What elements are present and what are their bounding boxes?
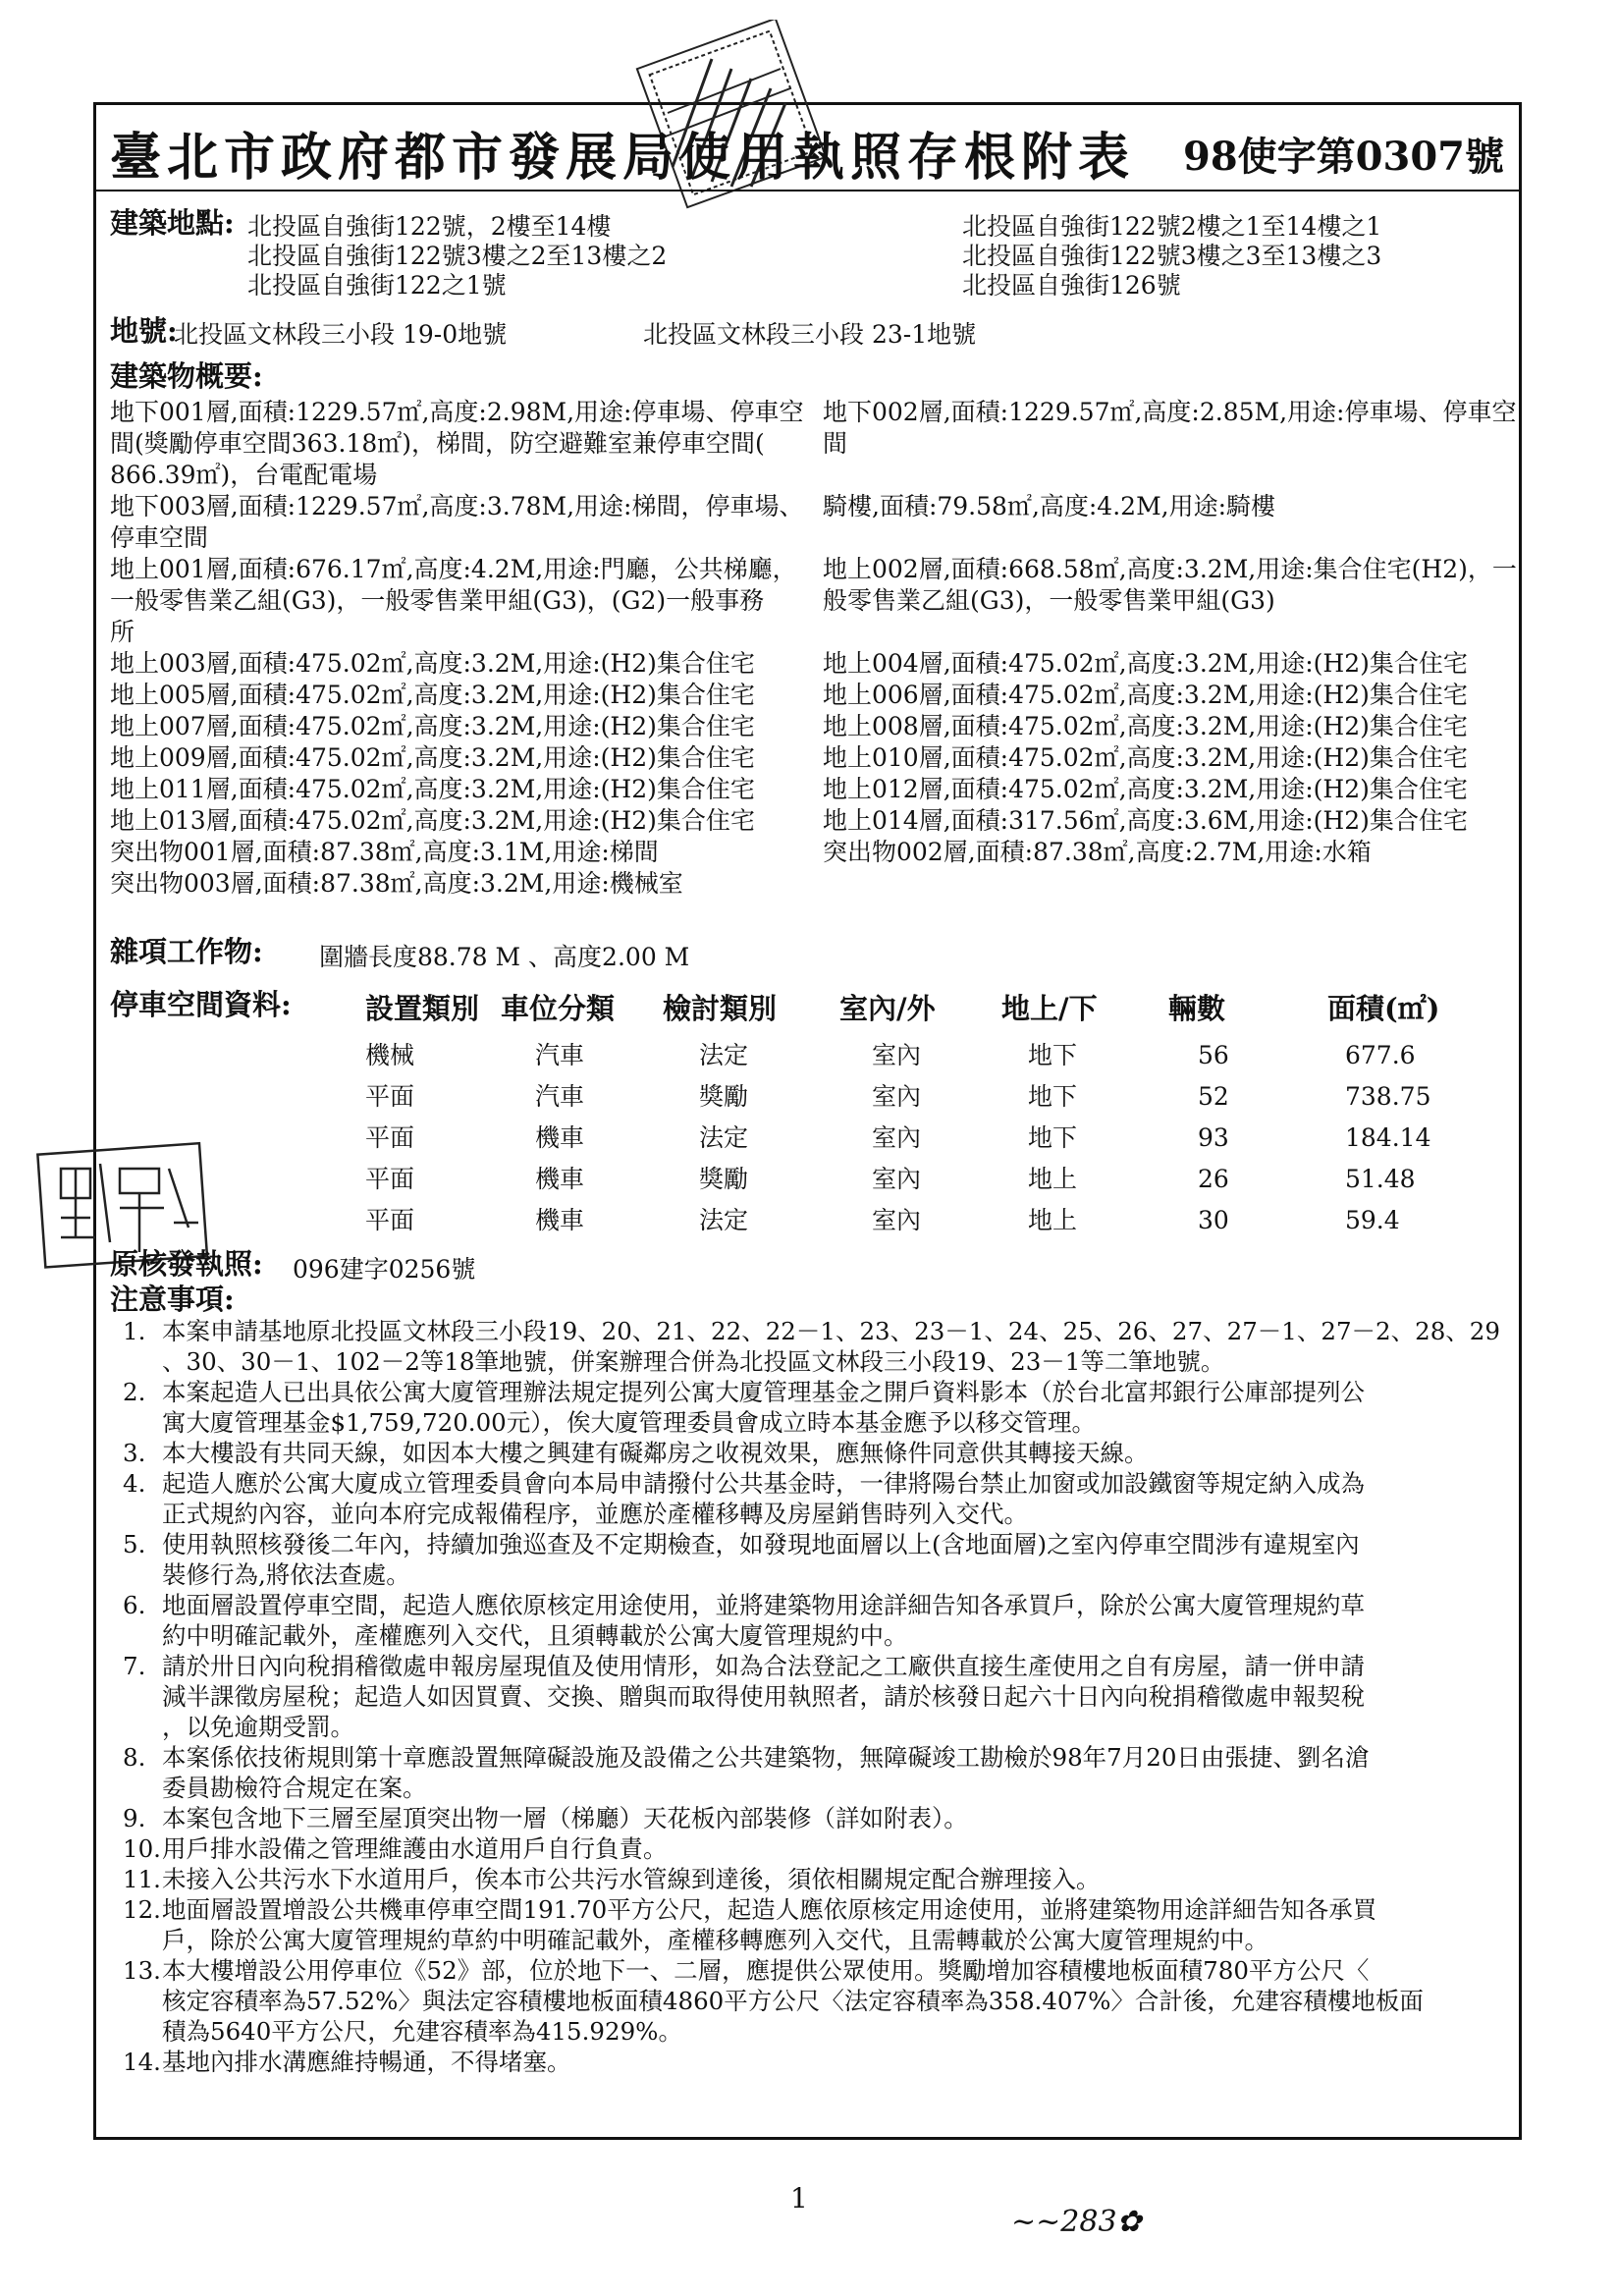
overview-left-line: 突出物001層,面積:87.38㎡,高度:3.1M,用途:梯間 — [110, 838, 659, 866]
parking-cell: 地下 — [1028, 1123, 1078, 1152]
overview-right-line: 地上010層,面積:475.02㎡,高度:3.2M,用途:(H2)集合住宅 — [823, 743, 1468, 772]
site-address-left-1: 北投區自強街122號，2樓至14樓 — [247, 212, 612, 241]
overview-right-line: 般零售業乙組(G3)，一般零售業甲組(G3) — [823, 586, 1275, 615]
note-line: 寓大廈管理基金$1,759,720.00元），俟大廈管理委員會成立時本基金應予以移交管理。 — [162, 1408, 1096, 1437]
note-line: 積為5640平方公尺，允建容積率為415.929%。 — [162, 2017, 682, 2046]
note-line: 本案申請基地原北投區文林段三小段19、20、21、22、22－1、23、23－1、24、25、26、27、27－1、27－2、28、29 — [162, 1317, 1500, 1345]
parking-header: 面積(㎡) — [1327, 992, 1440, 1025]
parking-cell: 汽車 — [535, 1041, 585, 1069]
note-item — [123, 1316, 1527, 1377]
note-line: 減半課徵房屋稅；起造人如因買賣、交換、贈與而取得使用執照者，請於核發日起六十日內向稅捐稽徵處申報契稅 — [162, 1682, 1365, 1711]
site-address-label: 建築地點: — [110, 206, 235, 240]
archive-number — [1011, 2205, 1142, 2239]
parking-cell: 52 — [1198, 1082, 1229, 1111]
overview-left-line: 間(獎勵停車空間363.18㎡)，梯間，防空避難室兼停車空間( — [110, 429, 765, 458]
overview-left-line: 停車空間 — [110, 523, 209, 552]
parking-cell: 室內 — [872, 1123, 922, 1152]
note-item — [123, 1955, 1527, 2047]
note-number: 9. — [123, 1804, 146, 1832]
land-lot-left: 北投區文林段三小段 19-0地號 — [174, 320, 508, 349]
note-line: 本大樓設有共同天線，如因本大樓之興建有礙鄰房之收視效果，應無條件同意供其轉接天線。 — [162, 1439, 1149, 1467]
note-item — [123, 1864, 1527, 1894]
parking-cell: 獎勵 — [699, 1165, 749, 1193]
archive-ornament-right: ✿ — [1116, 2205, 1142, 2239]
parking-header: 設置類別 — [365, 992, 480, 1025]
overview-right-line: 地上004層,面積:475.02㎡,高度:3.2M,用途:(H2)集合住宅 — [823, 649, 1468, 678]
overview-right-line: 突出物002層,面積:87.38㎡,高度:2.7M,用途:水箱 — [823, 838, 1372, 866]
parking-cell: 機車 — [535, 1206, 585, 1234]
overview-left-line: 地上001層,面積:676.17㎡,高度:4.2M,用途:門廳，公共梯廳， — [110, 555, 797, 583]
note-item — [123, 1742, 1527, 1803]
note-line: 本大樓增設公用停車位《52》部，位於地下一、二層，應提供公眾使用。獎勵增加容積樓地板面積780平方公尺〈 — [162, 1956, 1370, 1985]
page-number: 1 — [790, 2182, 808, 2214]
overview-left-line: 突出物003層,面積:87.38㎡,高度:3.2M,用途:機械室 — [110, 869, 683, 898]
parking-cell: 地下 — [1028, 1082, 1078, 1111]
note-number: 2. — [123, 1378, 146, 1406]
overview-right-line — [823, 460, 1517, 491]
overview-right-line: 間 — [823, 429, 848, 458]
document-title: 臺北市政府都市發展局使用執照存根附表 — [110, 128, 1136, 188]
overview-right-line — [823, 522, 1517, 554]
note-line: 用戶排水設備之管理維護由水道用戶自行負責。 — [162, 1834, 668, 1863]
parking-cell: 59.4 — [1345, 1206, 1400, 1234]
note-number: 6. — [123, 1591, 146, 1619]
parking-header: 地上/下 — [1001, 992, 1098, 1025]
original-permit-value: 096建字0256號 — [293, 1255, 476, 1284]
parking-cell: 平面 — [365, 1082, 415, 1111]
parking-cell: 26 — [1198, 1165, 1229, 1193]
parking-cell: 平面 — [365, 1206, 415, 1234]
parking-cell: 56 — [1198, 1041, 1229, 1069]
site-address-left-2: 北投區自強街122號3樓之2至13樓之2 — [247, 242, 668, 270]
note-item — [123, 1590, 1527, 1651]
note-line: 未接入公共污水下水道用戶，俟本市公共污水管線到達後，須依相關規定配合辦理接入。 — [162, 1865, 1101, 1893]
note-item — [123, 1803, 1527, 1833]
parking-cell: 平面 — [365, 1165, 415, 1193]
overview-right-line: 地上006層,面積:475.02㎡,高度:3.2M,用途:(H2)集合住宅 — [823, 681, 1468, 709]
site-address-left-3: 北投區自強街122之1號 — [247, 271, 507, 300]
note-line: ，以免逾期受罰。 — [162, 1713, 354, 1741]
note-line: 、30、30－1、102－2等18筆地號，併案辦理合併為北投區文林段三小段19、23－1等二筆地號。 — [162, 1347, 1225, 1376]
overview-left-line: 866.39㎡)，台電配電場 — [110, 461, 378, 489]
note-line: 使用執照核發後二年內，持續加強巡查及不定期檢查，如發現地面層以上(含地面層)之室內停車空間涉有違規室內 — [162, 1530, 1360, 1558]
note-number: 11. — [123, 1865, 161, 1893]
overview-right-line: 地上014層,面積:317.56㎡,高度:3.6M,用途:(H2)集合住宅 — [823, 806, 1468, 835]
building-overview-right-column — [823, 397, 1517, 900]
note-line: 本案起造人已出具依公寓大廈管理辦法規定提列公寓大廈管理基金之開戶資料影本（於台北富邦銀行公庫部提列公 — [162, 1378, 1365, 1406]
title-divider — [93, 190, 1522, 191]
overview-left-line: 地上009層,面積:475.02㎡,高度:3.2M,用途:(H2)集合住宅 — [110, 743, 755, 772]
note-item — [123, 1833, 1527, 1864]
note-line: 基地內排水溝應維持暢通，不得堵塞。 — [162, 2048, 571, 2076]
parking-cell: 機車 — [535, 1165, 585, 1193]
parking-cell: 室內 — [872, 1206, 922, 1234]
note-number: 10. — [123, 1834, 161, 1863]
parking-cell: 738.75 — [1345, 1082, 1431, 1111]
parking-header: 檢討類別 — [663, 992, 778, 1025]
note-line: 地面層設置增設公共機車停車空間191.70平方公尺，起造人應依原核定用途使用，並將建築物用途詳細告知各承買 — [162, 1895, 1377, 1924]
note-item — [123, 1651, 1527, 1742]
overview-left-line: 一般零售業乙組(G3)，一般零售業甲組(G3)，(G2)一般事務 — [110, 586, 765, 615]
parking-header: 室內/外 — [839, 992, 936, 1025]
note-number: 14. — [123, 2048, 161, 2076]
parking-cell: 機械 — [365, 1041, 415, 1069]
overview-right-line: 騎樓,面積:79.58㎡,高度:4.2M,用途:騎樓 — [823, 492, 1276, 520]
site-address-right-1: 北投區自強街122號2樓之1至14樓之1 — [962, 212, 1382, 241]
overview-left-line: 地上007層,面積:475.02㎡,高度:3.2M,用途:(H2)集合住宅 — [110, 712, 755, 740]
overview-right-line — [823, 868, 1517, 900]
overview-right-line: 地上012層,面積:475.02㎡,高度:3.2M,用途:(H2)集合住宅 — [823, 775, 1468, 803]
parking-cell: 獎勵 — [699, 1082, 749, 1111]
site-address-right-3: 北投區自強街126號 — [962, 271, 1181, 300]
parking-cell: 30 — [1198, 1206, 1229, 1234]
note-number: 13. — [123, 1956, 161, 1985]
parking-cell: 機車 — [535, 1123, 585, 1152]
note-item — [123, 1377, 1527, 1438]
original-permit-label: 原核發執照: — [110, 1247, 263, 1281]
archive-ornament-left: ~~ — [1011, 2205, 1061, 2239]
note-number: 12. — [123, 1895, 161, 1924]
building-overview-label: 建築物概要: — [110, 359, 263, 393]
parking-cell: 地下 — [1028, 1041, 1078, 1069]
misc-works-label: 雜項工作物: — [110, 935, 263, 968]
overview-left-line: 地上011層,面積:475.02㎡,高度:3.2M,用途:(H2)集合住宅 — [110, 775, 755, 803]
note-line: 本案係依技術規則第十章應設置無障礙設施及設備之公共建築物，無障礙竣工勘檢於98年7月20日由張捷、劉名滄 — [162, 1743, 1370, 1772]
note-line: 戶，除於公寓大廈管理規約草約中明確記載外，產權移轉應列入交代，且需轉載於公寓大廈管理規約中。 — [162, 1926, 1268, 1954]
parking-cell: 平面 — [365, 1123, 415, 1152]
document-number: 98使字第0307號 — [1183, 134, 1504, 180]
overview-right-line: 地上008層,面積:475.02㎡,高度:3.2M,用途:(H2)集合住宅 — [823, 712, 1468, 740]
note-line: 地面層設置停車空間，起造人應依原核定用途使用，並將建築物用途詳細告知各承買戶，除於公寓大廈管理規約草 — [162, 1591, 1365, 1619]
note-line: 委員勘檢符合規定在案。 — [162, 1774, 427, 1802]
note-number: 8. — [123, 1743, 146, 1772]
overview-left-line: 地上013層,面積:475.02㎡,高度:3.2M,用途:(H2)集合住宅 — [110, 806, 755, 835]
misc-works-value: 圍牆長度88.78 M 、高度2.00 M — [319, 943, 690, 971]
parking-cell: 184.14 — [1345, 1123, 1431, 1152]
note-number: 7. — [123, 1652, 146, 1680]
note-line: 起造人應於公寓大廈成立管理委員會向本局申請撥付公共基金時，一律將陽台禁止加窗或加設鐵窗等規定納入成為 — [162, 1469, 1365, 1498]
parking-cell: 地上 — [1028, 1206, 1078, 1234]
note-item — [123, 1438, 1527, 1468]
archive-number-text: 283 — [1060, 2205, 1117, 2239]
overview-left-line: 地上003層,面積:475.02㎡,高度:3.2M,用途:(H2)集合住宅 — [110, 649, 755, 678]
parking-cell: 法定 — [699, 1041, 749, 1069]
notes-list — [123, 1316, 1527, 2077]
note-number: 5. — [123, 1530, 146, 1558]
parking-cell: 法定 — [699, 1206, 749, 1234]
note-item — [123, 1529, 1527, 1590]
notes-label: 注意事項: — [110, 1283, 235, 1316]
parking-header: 輛數 — [1168, 992, 1226, 1025]
parking-cell: 室內 — [872, 1082, 922, 1111]
land-lot-label: 地號: — [110, 314, 178, 348]
note-item — [123, 1894, 1527, 1955]
parking-label: 停車空間資料: — [110, 988, 292, 1021]
overview-left-line: 地下001層,面積:1229.57㎡,高度:2.98M,用途:停車場、停車空 — [110, 398, 804, 426]
overview-right-line: 地上002層,面積:668.58㎡,高度:3.2M,用途:集合住宅(H2)，一 — [823, 555, 1517, 583]
note-line: 請於卅日內向稅捐稽徵處申報房屋現值及使用情形，如為合法登記之工廠供直接生產使用之自有房屋，請一併申請 — [162, 1652, 1365, 1680]
parking-header: 車位分類 — [501, 992, 616, 1025]
land-lot-right: 北投區文林段三小段 23-1地號 — [643, 320, 977, 349]
overview-left-line: 地上005層,面積:475.02㎡,高度:3.2M,用途:(H2)集合住宅 — [110, 681, 755, 709]
parking-cell: 93 — [1198, 1123, 1229, 1152]
note-line: 核定容積率為57.52%〉與法定容積樓地板面積4860平方公尺〈法定容積率為358.407%〉合計後，允建容積樓地板面 — [162, 1987, 1424, 2015]
parking-cell: 汽車 — [535, 1082, 585, 1111]
overview-right-line: 地下002層,面積:1229.57㎡,高度:2.85M,用途:停車場、停車空 — [823, 398, 1517, 426]
note-item — [123, 2047, 1527, 2077]
parking-cell: 法定 — [699, 1123, 749, 1152]
note-line: 約中明確記載外，產權應列入交代，且須轉載於公寓大廈管理規約中。 — [162, 1621, 908, 1650]
parking-cell: 地上 — [1028, 1165, 1078, 1193]
overview-left-line: 所 — [110, 618, 135, 646]
note-number: 3. — [123, 1439, 146, 1467]
parking-cell: 677.6 — [1345, 1041, 1416, 1069]
building-overview-left-column — [110, 397, 803, 900]
parking-cell: 室內 — [872, 1165, 922, 1193]
overview-left-line: 地下003層,面積:1229.57㎡,高度:3.78M,用途:梯間，停車場、 — [110, 492, 804, 520]
overview-right-line — [823, 617, 1517, 648]
site-address-right-2: 北投區自強街122號3樓之3至13樓之3 — [962, 242, 1382, 270]
parking-cell: 51.48 — [1345, 1165, 1416, 1193]
note-line: 本案包含地下三層至屋頂突出物一層（梯廳）天花板內部裝修（詳如附表）。 — [162, 1804, 968, 1832]
note-line: 正式規約內容，並向本府完成報備程序，並應於產權移轉及房屋銷售時列入交代。 — [162, 1500, 1028, 1528]
note-item — [123, 1468, 1527, 1529]
parking-cell: 室內 — [872, 1041, 922, 1069]
note-number: 4. — [123, 1469, 146, 1498]
note-line: 裝修行為,將依法查處。 — [162, 1560, 410, 1589]
note-number: 1. — [123, 1317, 146, 1345]
